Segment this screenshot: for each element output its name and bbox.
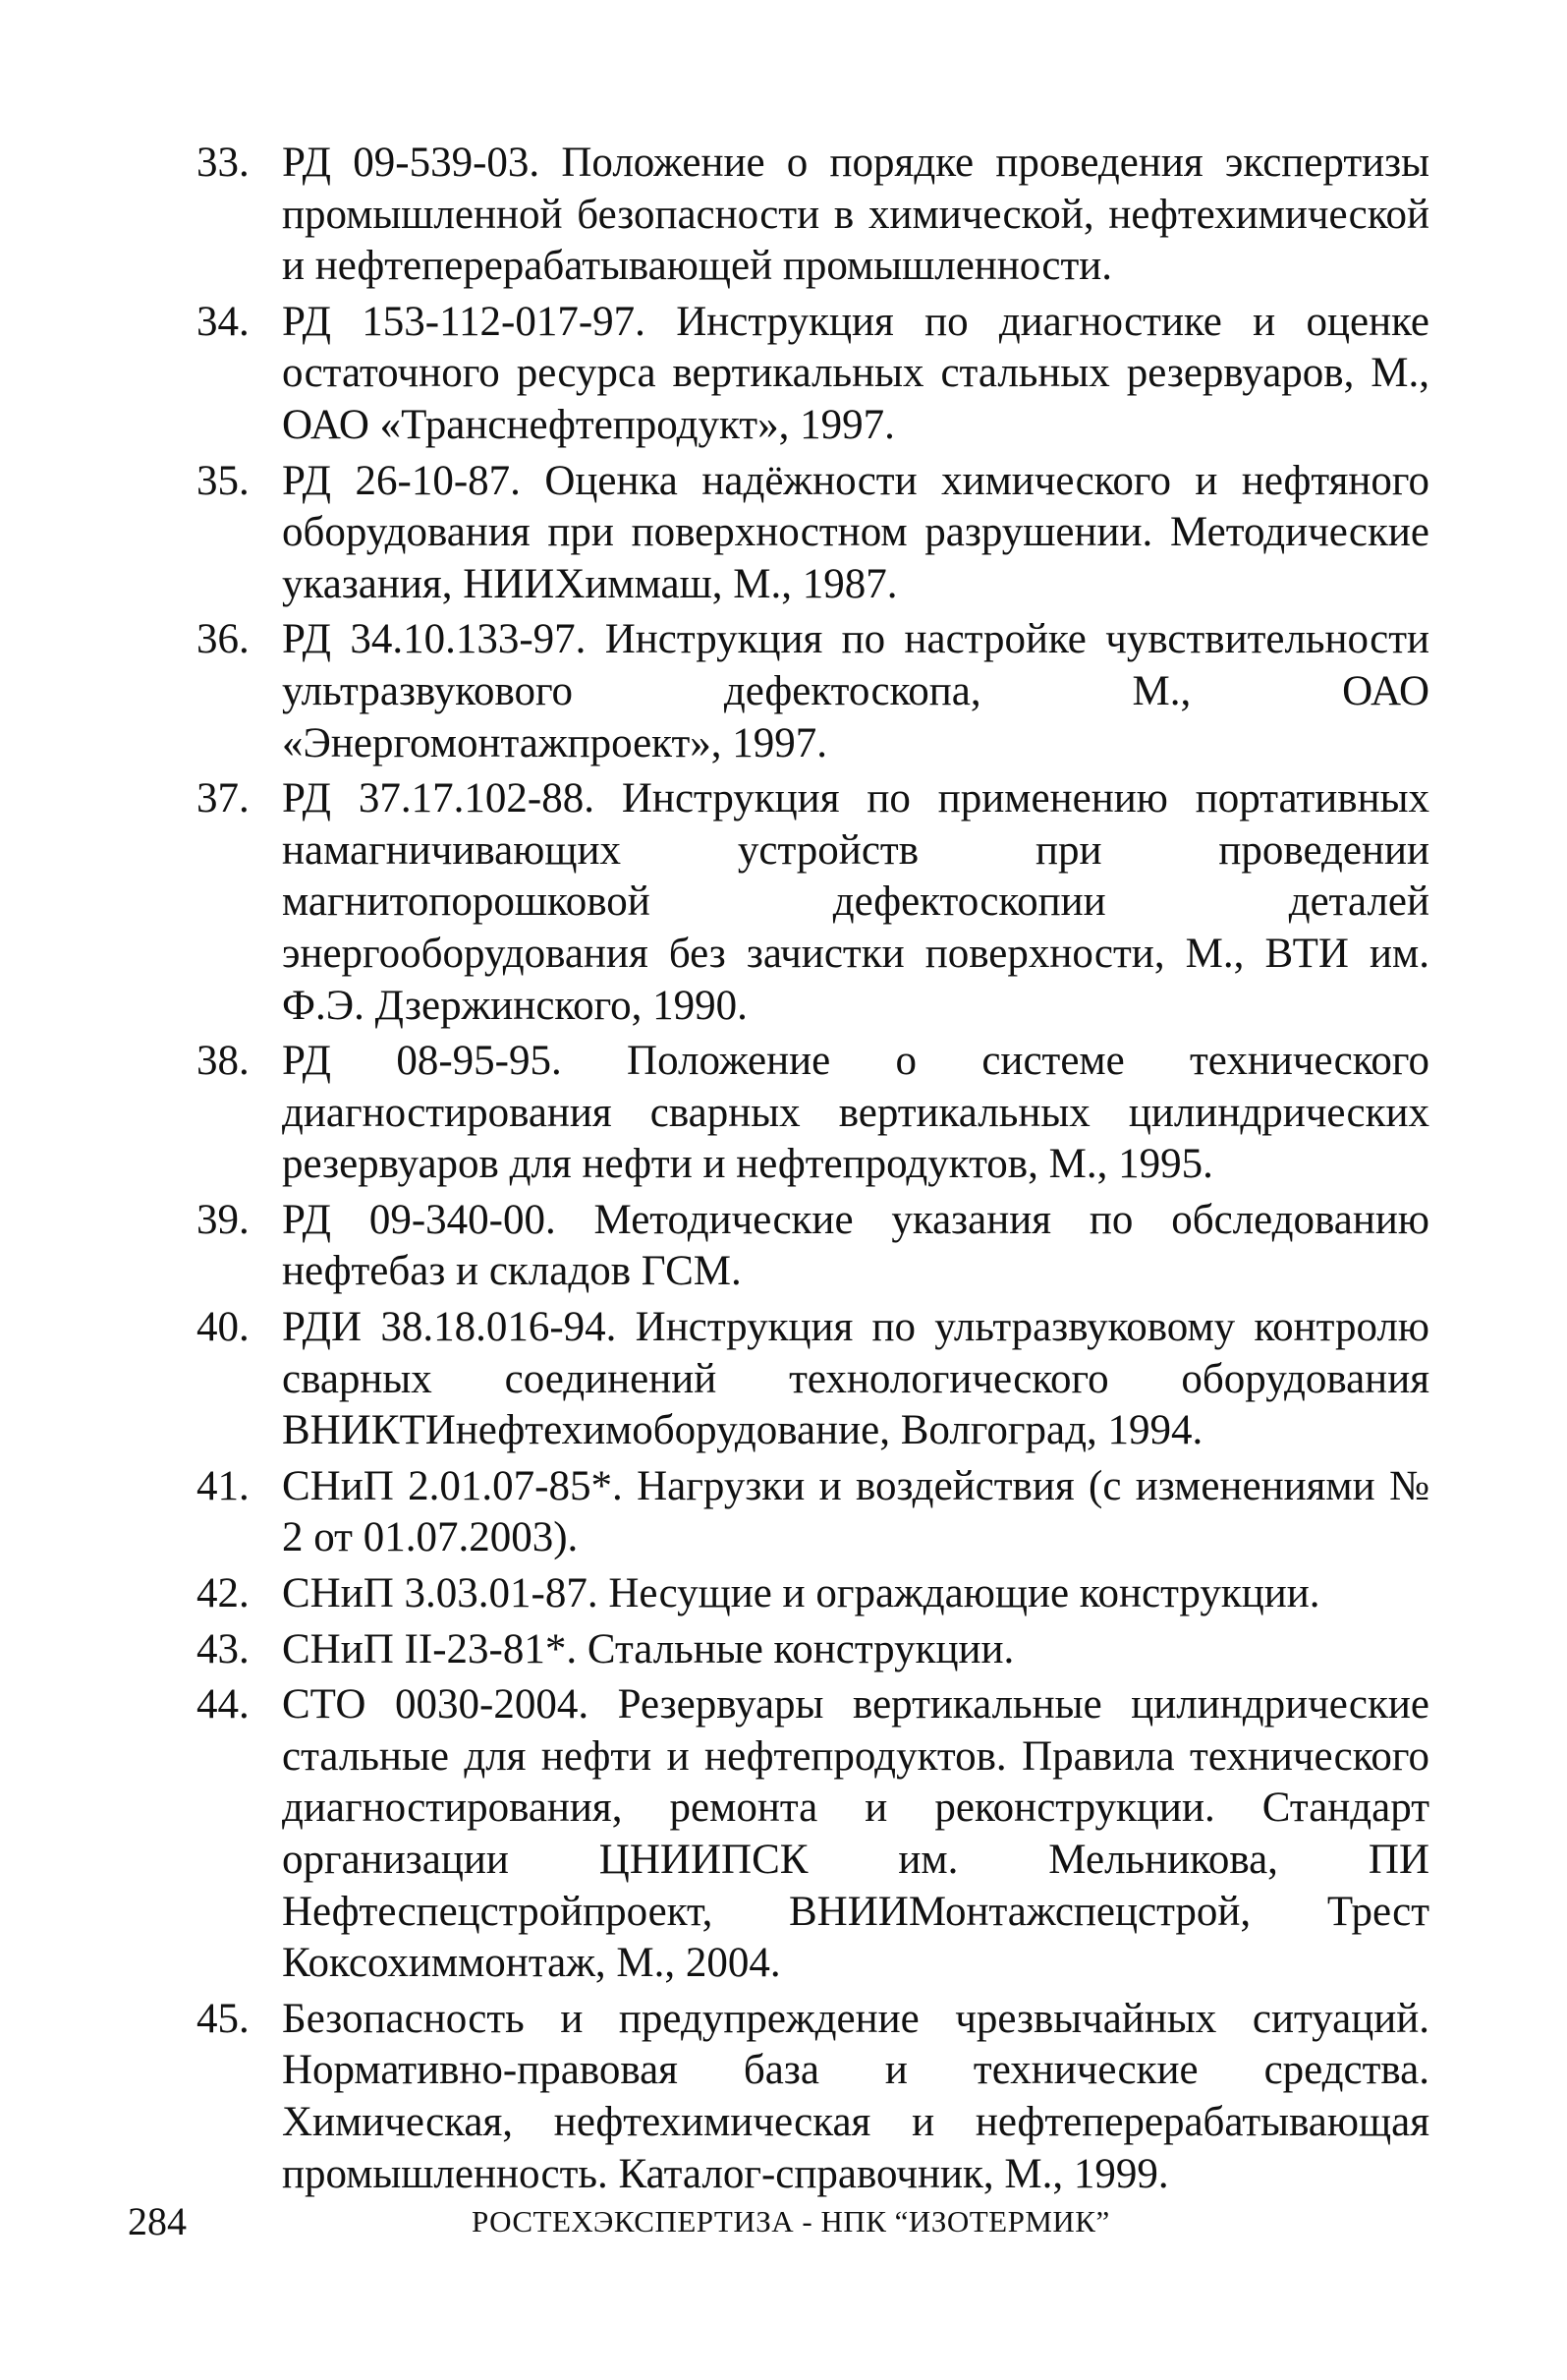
running-title: РОСТЕХЭКСПЕРТИЗА - НПК “ИЗОТЕРМИК” (472, 2204, 1110, 2238)
reference-text: РД 09-539-03. Положение о порядке проведения экспертизы промышленной безопасности в химической, нефтехимической и нефтеперерабатывающей промышленности. (282, 140, 1429, 290)
reference-number: 44. (196, 1681, 250, 1728)
reference-item (196, 1994, 1429, 2200)
reference-item (196, 138, 1429, 293)
reference-item (196, 1568, 1429, 1620)
reference-item (196, 1036, 1429, 1191)
reference-number: 42. (196, 1570, 250, 1617)
reference-number: 41. (196, 1462, 250, 1509)
reference-number: 45. (196, 1995, 250, 2042)
reference-number: 39. (196, 1196, 250, 1243)
reference-item (196, 1461, 1429, 1564)
reference-list (196, 138, 1429, 2204)
reference-number: 40. (196, 1304, 250, 1351)
reference-item (196, 1679, 1429, 1990)
reference-text: СТО 0030-2004. Резервуары вертикальные цилиндрические стальные для нефти и нефтепродуктов. Правила технического диагностирования, ремонта и реконструкции. Стандарт организации ЦНИИПСК им. Мельникова, ПИ Нефтеспецстройпроект, ВНИИМонтажспецстрой, Трест Коксохиммонтаж, М., 2004. (282, 1681, 1429, 1987)
reference-text: РДИ 38.18.016-94. Инструкция по ультразвуковому контролю сварных соединений технологического оборудования ВНИКТИнефтехимоборудование, Волгоград, 1994. (282, 1304, 1429, 1454)
reference-text: СНиП 3.03.01-87. Несущие и ограждающие конструкции. (282, 1570, 1320, 1617)
reference-text: РД 26-10-87. Оценка надёжности химического и нефтяного оборудования при поверхностном разрушении. Методические указания, НИИХиммаш, М., 1987. (282, 457, 1429, 607)
reference-item (196, 614, 1429, 769)
reference-item (196, 456, 1429, 611)
reference-text: Безопасность и предупреждение чрезвычайных ситуаций. Нормативно-правовая база и технические средства. Химическая, нефтехимическая и нефтеперерабатывающая промышленность. Каталог-справочник, М., 1999. (282, 1995, 1429, 2197)
reference-text: РД 09-340-00. Методические указания по обследованию нефтебаз и складов ГСМ. (282, 1196, 1429, 1295)
reference-number: 36. (196, 616, 250, 663)
reference-item (196, 1195, 1429, 1298)
reference-text: РД 37.17.102-88. Инструкция по применению портативных намагничивающих устройств при проведении магнитопорошковой дефектоскопии деталей энергооборудования без зачистки поверхности, М., ВТИ им. Ф.Э. Дзержинского, 1990. (282, 775, 1429, 1029)
reference-number: 43. (196, 1625, 250, 1672)
reference-item (196, 1302, 1429, 1457)
reference-text: РД 153-112-017-97. Инструкция по диагностике и оценке остаточного ресурса вертикальных стальных резервуаров, М., ОАО «Транснефтепродукт», 1997. (282, 298, 1429, 448)
reference-number: 37. (196, 775, 250, 822)
reference-number: 38. (196, 1038, 250, 1085)
page-footer (0, 2198, 1567, 2247)
reference-item (196, 773, 1429, 1032)
reference-text: СНиП II-23-81*. Стальные конструкции. (282, 1625, 1015, 1672)
reference-number: 35. (196, 457, 250, 504)
reference-item (196, 297, 1429, 452)
reference-text: РД 08-95-95. Положение о системе технического диагностирования сварных вертикальных цилиндрических резервуаров для нефти и нефтепродуктов, М., 1995. (282, 1038, 1429, 1188)
reference-item (196, 1624, 1429, 1676)
reference-text: СНиП 2.01.07-85*. Нагрузки и воздействия (с изменениями № 2 от 01.07.2003). (282, 1462, 1429, 1561)
reference-text: РД 34.10.133-97. Инструкция по настройке чувствительности ультразвукового дефектоскопа, М., ОАО «Энергомонтажпроект», 1997. (282, 616, 1429, 766)
page-number: 284 (128, 2199, 187, 2243)
reference-number: 34. (196, 298, 250, 345)
reference-number: 33. (196, 140, 250, 186)
